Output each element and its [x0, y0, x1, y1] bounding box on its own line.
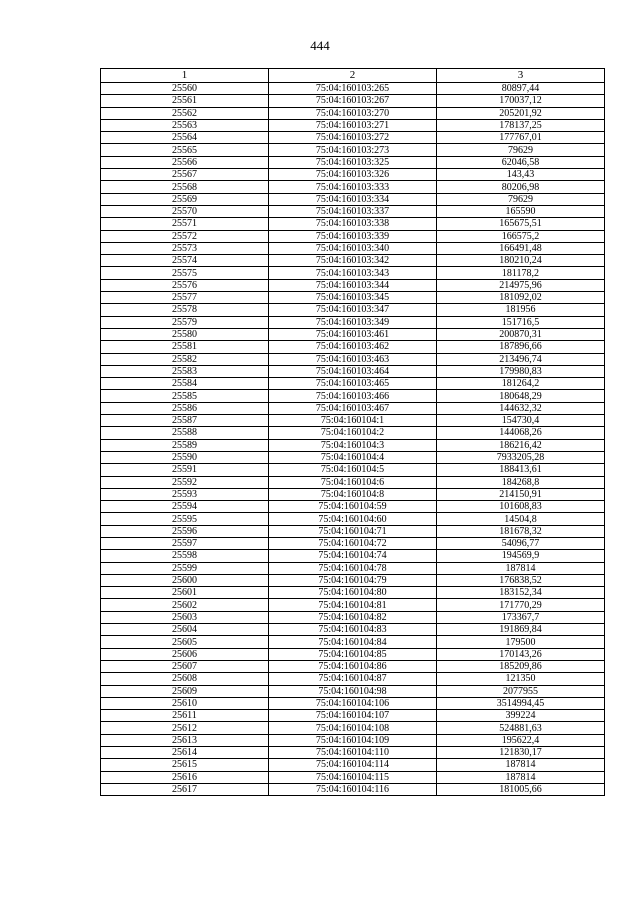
row-number-cell: 25562 — [101, 107, 269, 119]
value-cell: 184268,8 — [437, 476, 605, 488]
table-row — [101, 734, 605, 746]
table-row — [101, 83, 605, 95]
row-number-cell: 25613 — [101, 734, 269, 746]
cadastral-number-cell: 75:04:160103:339 — [269, 230, 437, 242]
value-cell: 214150,91 — [437, 488, 605, 500]
value-cell: 179500 — [437, 636, 605, 648]
column-header-3: 3 — [437, 69, 605, 83]
data-table — [100, 68, 605, 796]
table-row — [101, 587, 605, 599]
cadastral-number-cell: 75:04:160104:106 — [269, 697, 437, 709]
value-cell: 213496,74 — [437, 353, 605, 365]
cadastral-number-cell: 75:04:160104:115 — [269, 771, 437, 783]
value-cell: 170037,12 — [437, 95, 605, 107]
table-row — [101, 341, 605, 353]
cadastral-number-cell: 75:04:160103:344 — [269, 279, 437, 291]
row-number-cell: 25581 — [101, 341, 269, 353]
value-cell: 205201,92 — [437, 107, 605, 119]
cadastral-number-cell: 75:04:160103:338 — [269, 218, 437, 230]
row-number-cell: 25609 — [101, 685, 269, 697]
table-row — [101, 697, 605, 709]
row-number-cell: 25599 — [101, 562, 269, 574]
table-row — [101, 255, 605, 267]
table-row — [101, 279, 605, 291]
cadastral-number-cell: 75:04:160103:463 — [269, 353, 437, 365]
value-cell: 177767,01 — [437, 132, 605, 144]
row-number-cell: 25603 — [101, 611, 269, 623]
cadastral-number-cell: 75:04:160104:78 — [269, 562, 437, 574]
value-cell: 166491,48 — [437, 242, 605, 254]
cadastral-number-cell: 75:04:160103:464 — [269, 365, 437, 377]
table-row — [101, 144, 605, 156]
column-header-2: 2 — [269, 69, 437, 83]
row-number-cell: 25612 — [101, 722, 269, 734]
value-cell: 14504,8 — [437, 513, 605, 525]
table-row — [101, 156, 605, 168]
value-cell: 176838,52 — [437, 574, 605, 586]
value-cell: 185209,86 — [437, 660, 605, 672]
table-row — [101, 439, 605, 451]
table-row — [101, 95, 605, 107]
cadastral-number-cell: 75:04:160103:325 — [269, 156, 437, 168]
cadastral-number-cell: 75:04:160104:83 — [269, 624, 437, 636]
row-number-cell: 25610 — [101, 697, 269, 709]
cadastral-number-cell: 75:04:160103:461 — [269, 328, 437, 340]
table-row — [101, 169, 605, 181]
table-row — [101, 292, 605, 304]
table-row — [101, 267, 605, 279]
table-row — [101, 488, 605, 500]
row-number-cell: 25605 — [101, 636, 269, 648]
row-number-cell: 25616 — [101, 771, 269, 783]
value-cell: 144068,26 — [437, 427, 605, 439]
row-number-cell: 25566 — [101, 156, 269, 168]
row-number-cell: 25596 — [101, 525, 269, 537]
row-number-cell: 25584 — [101, 378, 269, 390]
table-row — [101, 599, 605, 611]
table-row — [101, 427, 605, 439]
table-row — [101, 365, 605, 377]
value-cell: 144632,32 — [437, 402, 605, 414]
value-cell: 79629 — [437, 144, 605, 156]
value-cell: 187814 — [437, 562, 605, 574]
table-row — [101, 722, 605, 734]
value-cell: 165590 — [437, 205, 605, 217]
table-row — [101, 193, 605, 205]
value-cell: 170143,26 — [437, 648, 605, 660]
table-row — [101, 550, 605, 562]
row-number-cell: 25587 — [101, 415, 269, 427]
row-number-cell: 25560 — [101, 83, 269, 95]
row-number-cell: 25591 — [101, 464, 269, 476]
cadastral-number-cell: 75:04:160103:326 — [269, 169, 437, 181]
value-cell: 186216,42 — [437, 439, 605, 451]
value-cell: 200870,31 — [437, 328, 605, 340]
value-cell: 187814 — [437, 771, 605, 783]
row-number-cell: 25574 — [101, 255, 269, 267]
cadastral-number-cell: 75:04:160103:271 — [269, 119, 437, 131]
cadastral-number-cell: 75:04:160103:347 — [269, 304, 437, 316]
value-cell: 524881,63 — [437, 722, 605, 734]
cadastral-number-cell: 75:04:160104:71 — [269, 525, 437, 537]
table-row — [101, 759, 605, 771]
table-row — [101, 574, 605, 586]
cadastral-number-cell: 75:04:160104:4 — [269, 451, 437, 463]
row-number-cell: 25568 — [101, 181, 269, 193]
table-row — [101, 328, 605, 340]
table-row — [101, 181, 605, 193]
value-cell: 194569,9 — [437, 550, 605, 562]
cadastral-number-cell: 75:04:160104:80 — [269, 587, 437, 599]
value-cell: 62046,58 — [437, 156, 605, 168]
cadastral-number-cell: 75:04:160104:1 — [269, 415, 437, 427]
cadastral-number-cell: 75:04:160104:87 — [269, 673, 437, 685]
cadastral-number-cell: 75:04:160104:84 — [269, 636, 437, 648]
row-number-cell: 25601 — [101, 587, 269, 599]
table-row — [101, 119, 605, 131]
row-number-cell: 25582 — [101, 353, 269, 365]
table-header-row — [101, 69, 605, 83]
table-row — [101, 783, 605, 795]
page-number: 444 — [310, 38, 330, 53]
cadastral-number-cell: 75:04:160104:82 — [269, 611, 437, 623]
value-cell: 3514994,45 — [437, 697, 605, 709]
table-row — [101, 402, 605, 414]
value-cell: 181678,32 — [437, 525, 605, 537]
value-cell: 121350 — [437, 673, 605, 685]
row-number-cell: 25617 — [101, 783, 269, 795]
table-row — [101, 451, 605, 463]
row-number-cell: 25573 — [101, 242, 269, 254]
cadastral-number-cell: 75:04:160103:265 — [269, 83, 437, 95]
table-row — [101, 685, 605, 697]
row-number-cell: 25579 — [101, 316, 269, 328]
table-row — [101, 415, 605, 427]
cadastral-number-cell: 75:04:160104:79 — [269, 574, 437, 586]
row-number-cell: 25563 — [101, 119, 269, 131]
row-number-cell: 25606 — [101, 648, 269, 660]
cadastral-number-cell: 75:04:160104:60 — [269, 513, 437, 525]
cadastral-number-cell: 75:04:160104:86 — [269, 660, 437, 672]
row-number-cell: 25585 — [101, 390, 269, 402]
cadastral-number-cell: 75:04:160104:98 — [269, 685, 437, 697]
cadastral-number-cell: 75:04:160104:116 — [269, 783, 437, 795]
cadastral-number-cell: 75:04:160104:81 — [269, 599, 437, 611]
value-cell: 180648,29 — [437, 390, 605, 402]
table-row — [101, 611, 605, 623]
row-number-cell: 25570 — [101, 205, 269, 217]
row-number-cell: 25607 — [101, 660, 269, 672]
value-cell: 187896,66 — [437, 341, 605, 353]
row-number-cell: 25576 — [101, 279, 269, 291]
value-cell: 214975,96 — [437, 279, 605, 291]
table-row — [101, 476, 605, 488]
value-cell: 2077955 — [437, 685, 605, 697]
cadastral-number-cell: 75:04:160104:108 — [269, 722, 437, 734]
table-row — [101, 771, 605, 783]
row-number-cell: 25561 — [101, 95, 269, 107]
row-number-cell: 25598 — [101, 550, 269, 562]
table-row — [101, 747, 605, 759]
value-cell: 180210,24 — [437, 255, 605, 267]
cadastral-number-cell: 75:04:160104:114 — [269, 759, 437, 771]
value-cell: 181005,66 — [437, 783, 605, 795]
table-row — [101, 218, 605, 230]
row-number-cell: 25580 — [101, 328, 269, 340]
row-number-cell: 25571 — [101, 218, 269, 230]
value-cell: 179980,83 — [437, 365, 605, 377]
row-number-cell: 25594 — [101, 501, 269, 513]
table-row — [101, 205, 605, 217]
cadastral-number-cell: 75:04:160103:345 — [269, 292, 437, 304]
row-number-cell: 25564 — [101, 132, 269, 144]
table-row — [101, 525, 605, 537]
row-number-cell: 25602 — [101, 599, 269, 611]
value-cell: 195622,4 — [437, 734, 605, 746]
cadastral-number-cell: 75:04:160104:2 — [269, 427, 437, 439]
cadastral-number-cell: 75:04:160104:109 — [269, 734, 437, 746]
value-cell: 181092,02 — [437, 292, 605, 304]
row-number-cell: 25614 — [101, 747, 269, 759]
value-cell: 151716,5 — [437, 316, 605, 328]
cadastral-number-cell: 75:04:160103:462 — [269, 341, 437, 353]
cadastral-number-cell: 75:04:160103:334 — [269, 193, 437, 205]
cadastral-number-cell: 75:04:160104:72 — [269, 537, 437, 549]
value-cell: 154730,4 — [437, 415, 605, 427]
row-number-cell: 25608 — [101, 673, 269, 685]
value-cell: 188413,61 — [437, 464, 605, 476]
cadastral-number-cell: 75:04:160103:349 — [269, 316, 437, 328]
cadastral-number-cell: 75:04:160104:74 — [269, 550, 437, 562]
cadastral-number-cell: 75:04:160104:59 — [269, 501, 437, 513]
table-row — [101, 537, 605, 549]
table-row — [101, 513, 605, 525]
cadastral-number-cell: 75:04:160103:465 — [269, 378, 437, 390]
table-row — [101, 390, 605, 402]
value-cell: 187814 — [437, 759, 605, 771]
value-cell: 181178,2 — [437, 267, 605, 279]
value-cell: 165675,51 — [437, 218, 605, 230]
table-row — [101, 353, 605, 365]
cadastral-number-cell: 75:04:160104:3 — [269, 439, 437, 451]
row-number-cell: 25575 — [101, 267, 269, 279]
cadastral-number-cell: 75:04:160104:6 — [269, 476, 437, 488]
table-row — [101, 501, 605, 513]
table-row — [101, 316, 605, 328]
table-row — [101, 132, 605, 144]
value-cell: 191869,84 — [437, 624, 605, 636]
value-cell: 181956 — [437, 304, 605, 316]
row-number-cell: 25611 — [101, 710, 269, 722]
cadastral-number-cell: 75:04:160103:337 — [269, 205, 437, 217]
row-number-cell: 25588 — [101, 427, 269, 439]
cadastral-number-cell: 75:04:160104:85 — [269, 648, 437, 660]
value-cell: 181264,2 — [437, 378, 605, 390]
row-number-cell: 25604 — [101, 624, 269, 636]
row-number-cell: 25592 — [101, 476, 269, 488]
value-cell: 80897,44 — [437, 83, 605, 95]
row-number-cell: 25567 — [101, 169, 269, 181]
cadastral-number-cell: 75:04:160104:5 — [269, 464, 437, 476]
value-cell: 7933205,28 — [437, 451, 605, 463]
table-row — [101, 710, 605, 722]
table-row — [101, 624, 605, 636]
cadastral-number-cell: 75:04:160103:270 — [269, 107, 437, 119]
row-number-cell: 25578 — [101, 304, 269, 316]
cadastral-number-cell: 75:04:160103:343 — [269, 267, 437, 279]
table-row — [101, 660, 605, 672]
value-cell: 121830,17 — [437, 747, 605, 759]
table-row — [101, 464, 605, 476]
value-cell: 143,43 — [437, 169, 605, 181]
value-cell: 183152,34 — [437, 587, 605, 599]
row-number-cell: 25615 — [101, 759, 269, 771]
row-number-cell: 25590 — [101, 451, 269, 463]
value-cell: 166575,2 — [437, 230, 605, 242]
table-row — [101, 378, 605, 390]
value-cell: 399224 — [437, 710, 605, 722]
table-row — [101, 636, 605, 648]
cadastral-number-cell: 75:04:160103:272 — [269, 132, 437, 144]
row-number-cell: 25572 — [101, 230, 269, 242]
value-cell: 54096,77 — [437, 537, 605, 549]
cadastral-number-cell: 75:04:160104:8 — [269, 488, 437, 500]
cadastral-number-cell: 75:04:160103:466 — [269, 390, 437, 402]
column-header-1: 1 — [101, 69, 269, 83]
cadastral-number-cell: 75:04:160103:340 — [269, 242, 437, 254]
cadastral-number-cell: 75:04:160103:467 — [269, 402, 437, 414]
value-cell: 79629 — [437, 193, 605, 205]
row-number-cell: 25583 — [101, 365, 269, 377]
value-cell: 178137,25 — [437, 119, 605, 131]
row-number-cell: 25597 — [101, 537, 269, 549]
value-cell: 171770,29 — [437, 599, 605, 611]
value-cell: 101608,83 — [437, 501, 605, 513]
table-row — [101, 673, 605, 685]
row-number-cell: 25565 — [101, 144, 269, 156]
cadastral-number-cell: 75:04:160104:107 — [269, 710, 437, 722]
row-number-cell: 25569 — [101, 193, 269, 205]
table-row — [101, 230, 605, 242]
table-body — [101, 83, 605, 796]
cadastral-number-cell: 75:04:160103:273 — [269, 144, 437, 156]
row-number-cell: 25595 — [101, 513, 269, 525]
cadastral-number-cell: 75:04:160103:333 — [269, 181, 437, 193]
table-row — [101, 562, 605, 574]
row-number-cell: 25589 — [101, 439, 269, 451]
row-number-cell: 25593 — [101, 488, 269, 500]
value-cell: 80206,98 — [437, 181, 605, 193]
table-row — [101, 107, 605, 119]
cadastral-number-cell: 75:04:160104:110 — [269, 747, 437, 759]
table-row — [101, 304, 605, 316]
row-number-cell: 25586 — [101, 402, 269, 414]
value-cell: 173367,7 — [437, 611, 605, 623]
table-row — [101, 242, 605, 254]
row-number-cell: 25577 — [101, 292, 269, 304]
row-number-cell: 25600 — [101, 574, 269, 586]
cadastral-number-cell: 75:04:160103:267 — [269, 95, 437, 107]
cadastral-number-cell: 75:04:160103:342 — [269, 255, 437, 267]
table-row — [101, 648, 605, 660]
